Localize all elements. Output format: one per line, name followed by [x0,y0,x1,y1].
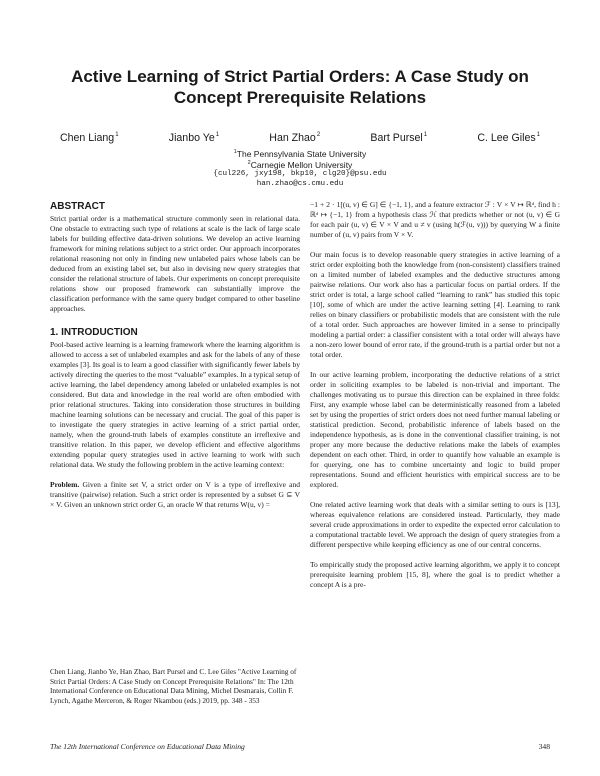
abstract-heading: ABSTRACT [50,201,105,212]
body-paragraph: One related active learning work that deals with a similar setting to ours is [13], whereas equivalence relations are considered instead. Particularly, they made several crude approximations in order to expedite the expected error calculation to a computational tractable level. We approach the design of query strategies from a different perspective while keeping efficiency as one of our central concerns. [310,500,560,549]
body-paragraph: In our active learning problem, incorporating the deductive relations of a strict order in soliciting examples to be labeled is non-trivial and important. The challenges motivating us to pursue this direction can be explained in three folds: First, any example whose label can be deterministically reasoned from a labeled set by using the properties of strict orders does not need further manual labeling or statistical prediction. Second, probabilistic inference of labels based on the independence hypothesis, as is done in the conventional classifier training, is not proper any more because the deductive relations make the labels of examples dependent on each other. Third, in order to quantify how valuable an example is for querying, one has to combine uncertainty and logic to build proper representations. Sound and efficient heuristics with empirical success are to be explored. [310,370,560,489]
conference-footer: The 12th International Conference on Educational Data Mining [50,742,245,751]
author: Bart Pursel$^1$ [370,132,428,144]
author-emails: {cul226, jxy198, bkp10, clg20}@psu.edu [213,170,387,178]
paper-title [40,66,560,108]
body-paragraph: −1 + 2 · 1[(u, v) ∈ G] ∈ {−1, 1}, and a feature extractor ℱ : V × V ↦ ℝᵈ, find h : ℝᵈ ↦ {−1, 1} from a hypothesis class ℋ that predicts whether or not (u, v) ∈ G for each pair (u, v) ∈ V × V and u ≠ v (using h(ℱ(u, v))) by querying W a finite number of (u, v) pairs from V × V. [310,200,560,239]
problem-statement: Problem. Given a finite set V, a strict order on V is a type of irreflexive and transitive (pairwise) relation. Such a strict order is represented by a subset G ⊆ V × V. Given an unknown strict order G, an oracle W that returns W(u, v) = [50,480,300,509]
abstract-text: Strict partial order is a mathematical structure commonly seen in relational data. One obstacle to extracting such type of relations at scale is the lack of large scale labels for building effective data-driven solutions. We develop an active learning framework for mining relations subject to a strict order. Our approach incorporates relational reasoning not only in finding new unlabeled pairs whose labels can be deduced from an existing label set, but also in devising new query strategies that consider the relational structure of labels. Our experiments on concept prerequisite relations show our proposed framework can substantially improve the classification performance with the same query budget compared to other baseline approaches. [50,214,300,313]
author: Jianbo Ye$^1$ [168,132,220,144]
intro-paragraph: Pool-based active learning is a learning framework where the learning algorithm is allowed to access a set of unlabeled examples and ask for the labels of any of these examples [3]. Its goal is to learn a good classifier with significantly fewer labels by actively directing the queries to the most “valuable” examples. In a typical setup of active learning, the label dependency among labeled or unlabeled examples is not considered. But data and knowledge in the real world are often embodied with prior relational structures. Taking into consideration those structures in building machine learning solutions can be necessary and crucial. The goal of this paper is to investigate the query strategies in active learning of a strict partial order, namely, when the ground-truth labels of examples constitute an irreflexive and transitive relation. In this paper, we develop efficient and effective algorithms extending popular query strategies used in active learning to work with such relational data. We study the following problem in the active learning context: [50,340,300,469]
author: Han Zhao$^2$ [269,132,321,144]
page-number: 348 [538,742,550,751]
citation-footnote: Chen Liang, Jianbo Ye, Han Zhao, Bart Pursel and C. Lee Giles "Active Learning of Strict Partial Orders: A Case Study on Concept Prerequisite Relations" In: The 12th International Conference on Educational Data Mining, Michel Desmarais, Collin F. Lynch, Agathe Merceron, & Roger Nkambou (eds.) 2019, pp. 348 - 353 [50,667,297,705]
right-column [310,200,560,590]
affiliation: $^1$The Pennsylvania State University [233,148,367,159]
author: C. Lee Giles$^1$ [477,132,540,144]
title-line-2: Concept Prerequisite Relations [173,88,427,107]
author-list [60,132,540,144]
affiliation: $^2$Carnegie Mellon University [247,159,353,170]
author-emails: han.zhao@cs.cmu.edu [256,180,344,188]
body-paragraph: Our main focus is to develop reasonable query strategies in active learning of a strict order exploiting both the knowledge from (non-consistent) classifiers trained on a limited number of labeled examples and the deductive structures among pairwise relations. Our work also has a particular focus on partial orders. If the strict order is total, a large school called “learning to rank” has studied this topic [10], some of which are under the active learning setting [4]. Learning to rank relies on binary classifiers or probabilistic models that are consistent with the rule of a total order. Such approaches are however limited in a sense to principally modeling a partial order: a classifier consistent with a total order will always have a non-zero lower bound of error rate, if the ground-truth is a partial order but not a total order. [310,250,560,359]
left-column [50,200,300,510]
body-paragraph: To empirically study the proposed active learning algorithm, we apply it to concept prerequisite learning problem [15, 8], where the goal is to predict whether a concept A is a pre- [310,560,560,589]
introduction-heading: 1. INTRODUCTION [50,327,138,338]
title-line-1: Active Learning of Strict Partial Orders: A Case Study on [71,67,529,86]
author: Chen Liang$^1$ [60,132,119,144]
